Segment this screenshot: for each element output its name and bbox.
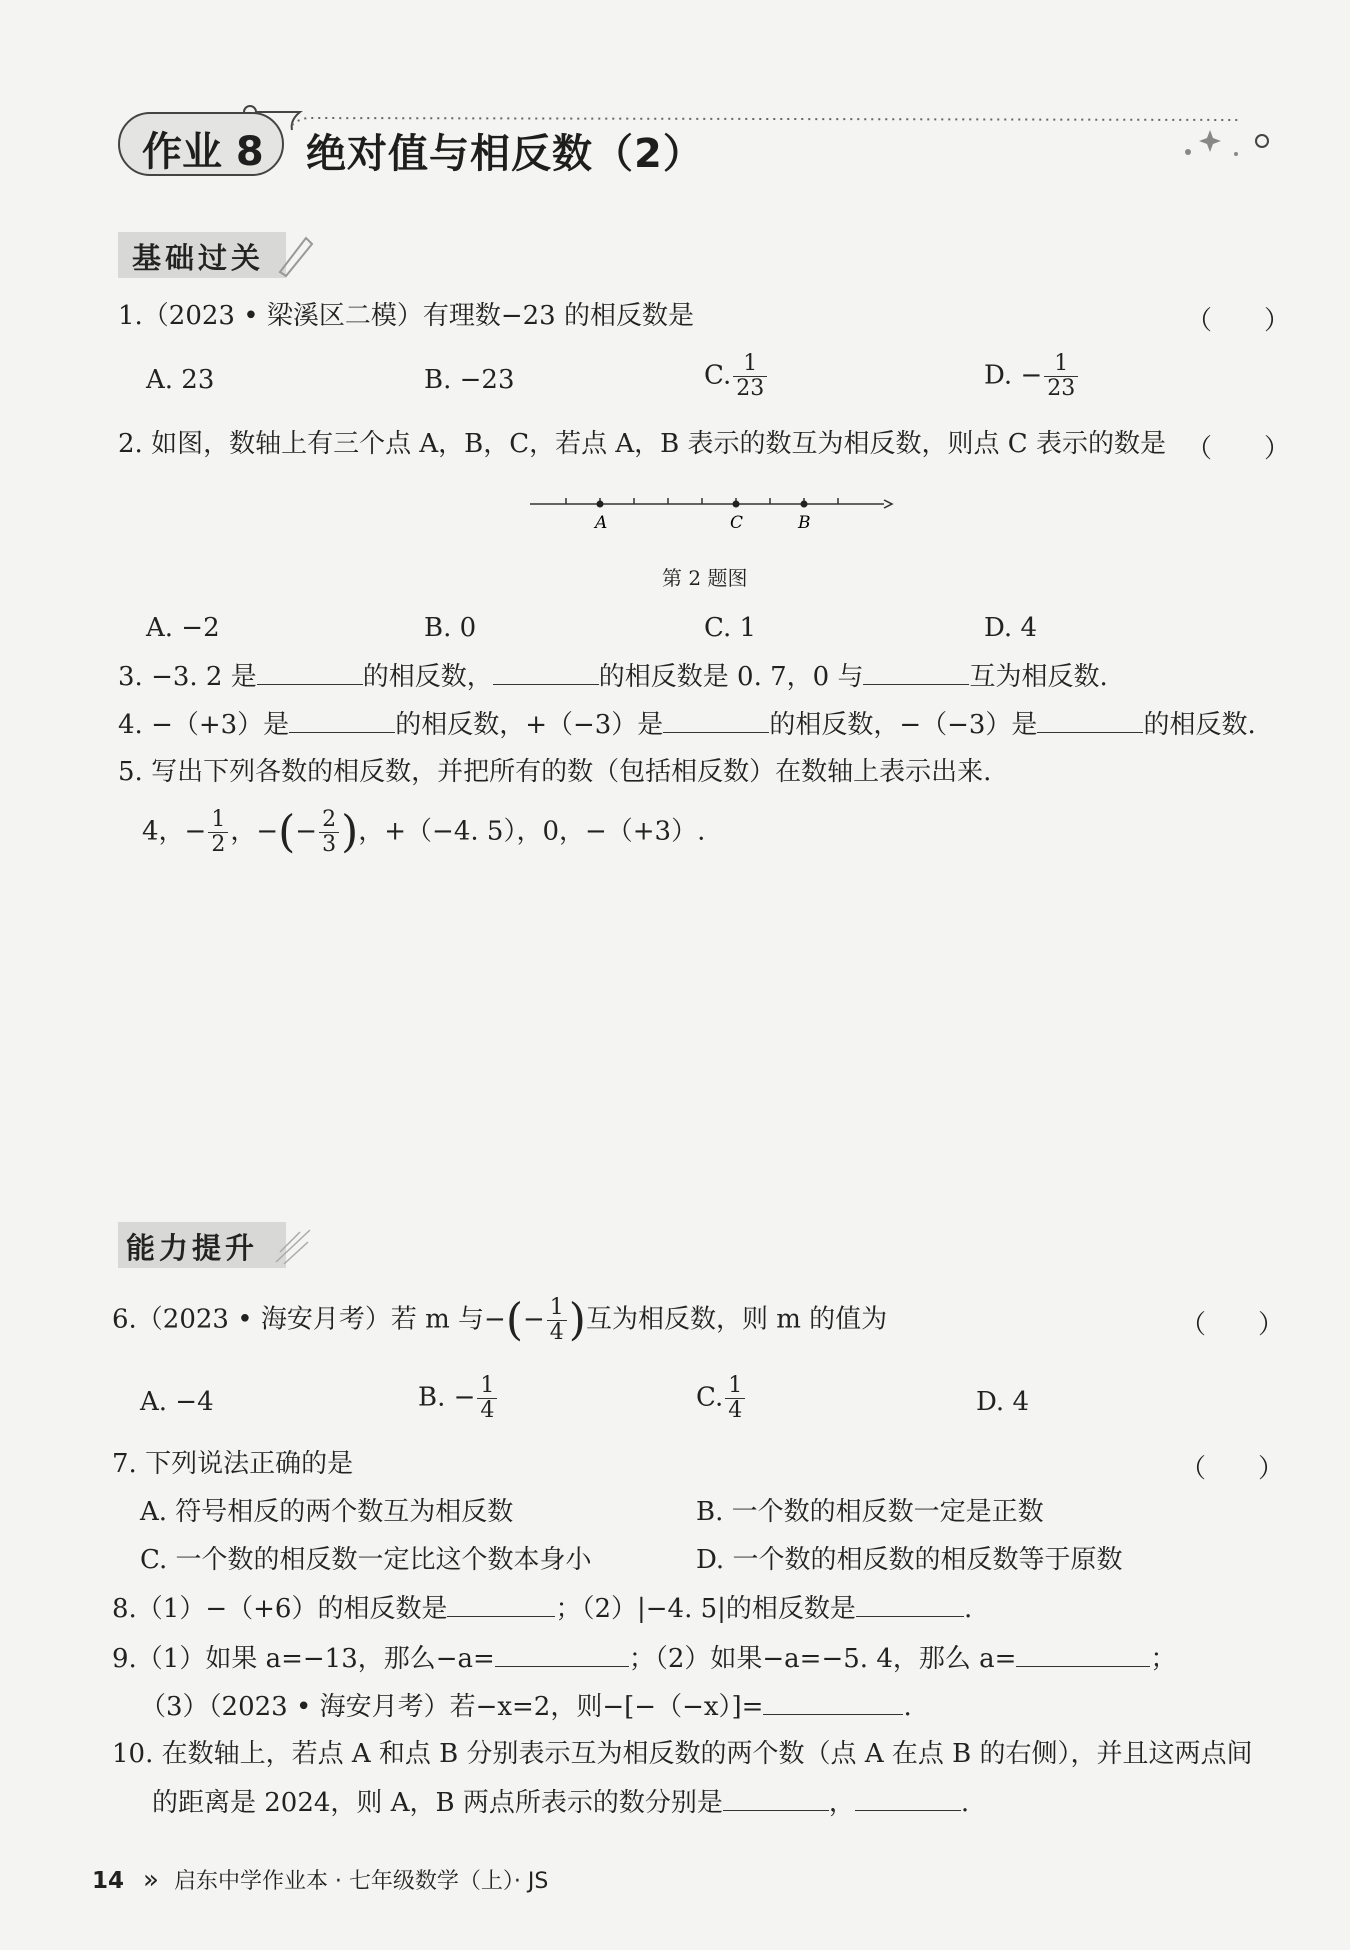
q1-option-d-fraction xyxy=(1044,352,1078,401)
q4-text-2: 的相反数，+（−3）是 xyxy=(395,710,664,740)
q9-line-1 xyxy=(112,1642,1176,1675)
page-title: 绝对值与相反数（2） xyxy=(306,131,704,177)
q3-blank-3[interactable] xyxy=(863,660,969,685)
q8-text-3: . xyxy=(963,1594,973,1624)
point-c-dot xyxy=(733,501,740,508)
q6-text-3: 互为相反数，则 m 的值为 xyxy=(585,1304,888,1335)
hw-label: 作业 8 xyxy=(142,129,264,175)
frac-denominator: 4 xyxy=(480,1398,495,1423)
book-title: 启东中学作业本 · 七年级数学（上）· JS xyxy=(173,1869,549,1894)
q7-option-a[interactable]: A. 符号相反的两个数互为相反数 xyxy=(140,1497,514,1527)
q1-stem: 1.（2023 • 梁溪区二模）有理数−23 的相反数是 xyxy=(118,301,694,331)
point-c-label: C xyxy=(730,513,744,533)
q10-blank-2[interactable] xyxy=(855,1786,961,1811)
footer xyxy=(92,1864,548,1895)
frac-denominator: 2 xyxy=(211,832,226,857)
frac-denominator: 4 xyxy=(728,1398,743,1423)
q9-text-1: 9.（1）如果 a=−13，那么−a= xyxy=(112,1644,495,1674)
q5-expr-4: ，+（−4. 5），0，−（+3）. xyxy=(358,816,706,847)
q7-option-d[interactable]: D. 一个数的相反数的相反数等于原数 xyxy=(696,1545,1123,1575)
pencil-icon xyxy=(276,232,316,278)
q5-stem: 5. 写出下列各数的相反数，并把所有的数（包括相反数）在数轴上表示出来. xyxy=(118,757,992,787)
q9-line-2 xyxy=(140,1690,912,1723)
q6-answer-paren[interactable]: （ ） xyxy=(1180,1310,1285,1340)
q6-fraction xyxy=(547,1296,567,1345)
frac-numerator: 1 xyxy=(477,1374,497,1399)
q7-option-c[interactable]: C. 一个数的相反数一定比这个数本身小 xyxy=(140,1545,592,1575)
frac-numerator: 1 xyxy=(208,808,228,833)
q5-expr-2: ，− xyxy=(230,816,279,847)
q5-answer-area[interactable] xyxy=(118,880,1258,1180)
q6-text-1: 6.（2023 • 海安月考）若 m 与− xyxy=(112,1304,506,1335)
q1-option-c-fraction xyxy=(733,352,767,401)
q10-line-1: 10. 在数轴上，若点 A 和点 B 分别表示互为相反数的两个数（点 A 在点 B 的右侧），并且这两点间 xyxy=(112,1739,1253,1769)
q6-option-c-prefix: C. xyxy=(696,1382,724,1413)
q1-option-c-prefix: C. xyxy=(704,360,732,391)
point-a-label: A xyxy=(595,513,608,533)
q5-fraction-1 xyxy=(208,808,228,857)
q2-option-d[interactable]: D. 4 xyxy=(984,613,1037,643)
q3-blank-1[interactable] xyxy=(257,660,363,685)
q5-expr-3: − xyxy=(295,816,318,847)
q9-blank-1[interactable] xyxy=(495,1642,629,1667)
q6-option-c[interactable] xyxy=(696,1374,747,1423)
q1-option-d[interactable] xyxy=(984,352,1080,401)
q7-option-b[interactable]: B. 一个数的相反数一定是正数 xyxy=(696,1497,1044,1527)
q9-text-4: （3）（2023 • 海安月考）若−x=2，则−[−（−x）]= xyxy=(140,1692,764,1722)
section-basic-label: 基础过关 xyxy=(132,241,265,275)
q2-answer-paren[interactable]: （ ） xyxy=(1186,434,1291,464)
q10-text-3: . xyxy=(960,1788,970,1818)
section-advanced-label: 能力提升 xyxy=(126,1231,259,1265)
q6-option-b-fraction xyxy=(477,1374,497,1423)
q3-line xyxy=(118,660,1108,693)
q9-blank-2[interactable] xyxy=(1016,1642,1150,1667)
q2-option-c[interactable]: C. 1 xyxy=(704,613,757,643)
q2-figure-caption: 第 2 题图 xyxy=(662,566,748,590)
q9-text-5: . xyxy=(903,1692,912,1722)
frac-numerator: 1 xyxy=(547,1296,567,1321)
q8-text-1: 8.（1）−（+6）的相反数是 xyxy=(112,1594,448,1624)
point-a-dot xyxy=(597,501,604,508)
q8-blank-1[interactable] xyxy=(447,1592,555,1617)
big-paren-right: ) xyxy=(568,1294,586,1346)
q1-answer-paren[interactable]: （ ） xyxy=(1186,306,1291,336)
q7-answer-paren[interactable]: （ ） xyxy=(1180,1454,1285,1484)
q3-blank-2[interactable] xyxy=(493,660,599,685)
q8-line xyxy=(112,1592,972,1625)
sparkle-icon xyxy=(270,1222,316,1268)
q4-line xyxy=(118,708,1256,741)
q8-blank-2[interactable] xyxy=(856,1592,964,1617)
q9-text-3: ； xyxy=(1150,1644,1177,1674)
q2-option-a[interactable]: A. −2 xyxy=(146,613,220,643)
frac-numerator: 1 xyxy=(725,1374,745,1399)
q4-text-4: 的相反数. xyxy=(1143,710,1256,740)
q4-blank-2[interactable] xyxy=(663,708,769,733)
q1-option-d-prefix: D. − xyxy=(984,360,1043,391)
q4-text-1: 4. −（+3）是 xyxy=(118,710,290,740)
double-chevron-icon: » xyxy=(143,1865,159,1895)
q1-option-c[interactable] xyxy=(704,352,769,401)
q6-stem xyxy=(112,1296,887,1345)
q2-option-b[interactable]: B. 0 xyxy=(424,613,477,643)
frac-denominator: 4 xyxy=(549,1320,564,1345)
q9-blank-3[interactable] xyxy=(763,1690,903,1715)
q9-text-2: ；（2）如果−a=−5. 4，那么 a= xyxy=(628,1644,1017,1674)
q3-text-3: 的相反数是 0. 7，0 与 xyxy=(598,662,864,692)
q6-text-2: − xyxy=(522,1304,545,1335)
q8-text-2: ；（2）|−4. 5|的相反数是 xyxy=(555,1594,856,1624)
page-number: 14 xyxy=(92,1868,125,1894)
q1-option-b[interactable]: B. −23 xyxy=(424,365,515,395)
q1-option-a[interactable]: A. 23 xyxy=(146,365,215,395)
q5-expression xyxy=(142,808,705,857)
q6-option-b[interactable] xyxy=(418,1374,499,1423)
q4-blank-1[interactable] xyxy=(289,708,395,733)
q2-number-line xyxy=(520,488,900,538)
q10-line-2 xyxy=(152,1786,969,1819)
q5-expr-1: 4，− xyxy=(142,816,207,847)
q3-text-2: 的相反数， xyxy=(362,662,493,692)
q10-text-2: ， xyxy=(828,1788,855,1818)
q3-text-1: 3. −3. 2 是 xyxy=(118,662,257,692)
point-b-dot xyxy=(801,501,808,508)
big-paren-left: ( xyxy=(278,806,296,858)
frac-numerator: 1 xyxy=(733,352,767,377)
q3-text-4: 互为相反数. xyxy=(969,662,1108,692)
frac-denominator: 3 xyxy=(322,832,337,857)
big-paren-left: ( xyxy=(505,1294,523,1346)
q2-stem: 2. 如图，数轴上有三个点 A，B，C，若点 A，B 表示的数互为相反数，则点 C 表示的数是 xyxy=(118,429,1166,459)
q6-option-b-prefix: B. − xyxy=(418,1382,476,1413)
point-b-label: B xyxy=(798,513,811,533)
q6-option-c-fraction xyxy=(725,1374,745,1423)
frac-numerator: 1 xyxy=(1044,352,1078,377)
q7-stem: 7. 下列说法正确的是 xyxy=(112,1449,354,1479)
big-paren-right: ) xyxy=(341,806,359,858)
q10-text-1: 的距离是 2024，则 A，B 两点所表示的数分别是 xyxy=(152,1788,723,1818)
q10-blank-1[interactable] xyxy=(723,1786,829,1811)
frac-denominator: 23 xyxy=(1047,376,1076,401)
q5-fraction-2 xyxy=(319,808,339,857)
q4-blank-3[interactable] xyxy=(1037,708,1143,733)
frac-denominator: 23 xyxy=(736,376,765,401)
frac-numerator: 2 xyxy=(319,808,339,833)
q4-text-3: 的相反数，−（−3）是 xyxy=(769,710,1038,740)
q6-option-d[interactable]: D. 4 xyxy=(976,1387,1029,1417)
q6-option-a[interactable]: A. −4 xyxy=(140,1387,214,1417)
